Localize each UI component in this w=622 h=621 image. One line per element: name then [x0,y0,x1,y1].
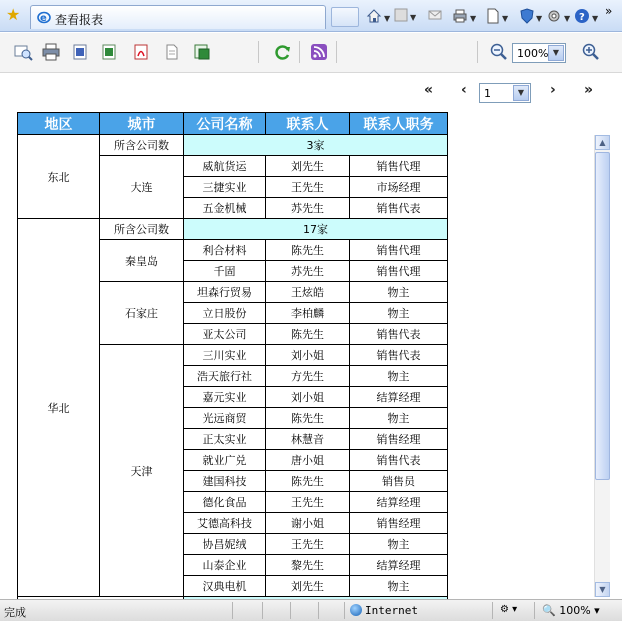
print-icon [452,8,468,24]
export-pdf-icon [131,42,151,62]
company-name-cell: 立日股份 [184,303,266,324]
toolbar-separator [258,41,259,63]
company-name-cell: 千固 [184,261,266,282]
status-divider [492,602,493,619]
company-name-cell: 浩天旅行社 [184,366,266,387]
contact-cell: 李柏麟 [266,303,350,324]
company-name-cell: 山泰企业 [184,555,266,576]
city-cell: 秦皇岛 [100,240,184,282]
company-name-cell: 建国科技 [184,471,266,492]
company-name-cell: 亚太公司 [184,324,266,345]
scroll-down-arrow-icon[interactable]: ▼ [595,582,610,597]
status-divider [534,602,535,619]
export-word-button[interactable] [70,42,90,62]
contact-cell: 陈先生 [266,324,350,345]
page-menu-icon [486,8,500,24]
contact-title-cell: 销售代表 [350,324,448,345]
export-xls-icon [192,42,212,62]
contact-cell: 刘先生 [266,576,350,597]
status-bar [0,599,622,621]
vertical-scrollbar[interactable] [594,135,610,597]
favorites-star-icon[interactable]: ★ [6,5,21,24]
print-report-button[interactable] [41,42,61,62]
mail-icon [428,8,442,22]
summary-label-cell: 所含公司数 [100,135,184,156]
contact-cell: 方先生 [266,366,350,387]
print-preview-button[interactable] [13,42,33,62]
export-text-icon [162,42,182,62]
refresh-icon [273,42,293,62]
tab-title: 查看报表 [55,13,104,27]
zoom-level-select[interactable] [512,43,566,63]
contact-cell: 陈先生 [266,240,350,261]
safety-icon [520,8,534,24]
export-pdf-button[interactable] [131,42,151,62]
contact-cell: 王先生 [266,492,350,513]
column-header: 联系人职务 [350,113,448,135]
contact-title-cell: 物主 [350,282,448,303]
contact-cell: 苏先生 [266,198,350,219]
summary-label-cell: 所含公司数 [100,219,184,240]
company-name-cell: 就业广兑 [184,450,266,471]
company-name-cell: 三捷实业 [184,177,266,198]
company-name-cell: 五金机械 [184,198,266,219]
contact-title-cell: 销售代表 [350,450,448,471]
tab-report[interactable] [30,5,326,29]
print-icon [41,42,61,62]
contact-cell: 林慧音 [266,429,350,450]
print-button[interactable]: ▼ [452,8,476,26]
tab-bar [0,0,622,32]
city-cell: 天津 [100,345,184,597]
ie-page-icon [37,10,51,24]
region-summary-row [18,219,448,240]
status-divider [290,602,291,619]
contact-cell: 刘小姐 [266,387,350,408]
report-body [18,135,448,618]
contact-cell: 王先生 [266,177,350,198]
export-word-icon [70,42,90,62]
contact-cell: 刘小姐 [266,345,350,366]
prev-page-button[interactable]: ‹ [461,82,467,98]
company-name-cell: 正太实业 [184,429,266,450]
contact-cell: 黎先生 [266,555,350,576]
zoom-level-value: 100% [517,47,549,60]
status-divider [344,602,345,619]
contact-title-cell: 销售代理 [350,156,448,177]
mail-button[interactable] [428,8,442,26]
first-page-button[interactable]: « [424,82,434,98]
contact-title-cell: 销售经理 [350,513,448,534]
city-cell: 大连 [100,156,184,219]
zoom-in-icon [581,42,601,62]
column-header: 城市 [100,113,184,135]
contact-cell: 陈先生 [266,471,350,492]
rss-icon [309,42,329,62]
contact-title-cell: 物主 [350,576,448,597]
home-button[interactable]: ▼ [366,8,390,26]
svg-text:e: e [40,13,47,24]
company-name-cell: 德化食品 [184,492,266,513]
contact-title-cell: 销售代表 [350,198,448,219]
contact-title-cell: 物主 [350,408,448,429]
rss-button[interactable] [309,42,329,62]
company-name-cell: 汉典电机 [184,576,266,597]
contact-title-cell: 物主 [350,303,448,324]
zoom-in-button[interactable] [581,42,601,62]
page-select-value: 1 [484,87,491,100]
export-excel-icon [99,42,119,62]
protected-mode-icon[interactable]: ⚙ ▾ [500,604,518,615]
contact-title-cell: 结算经理 [350,387,448,408]
company-name-cell: 光远商贸 [184,408,266,429]
security-zone-label: Internet [365,604,418,617]
scrollbar-thumb[interactable] [595,152,610,480]
column-header: 地区 [18,113,100,135]
status-zoom[interactable]: 🔍 100% ▾ [542,604,600,617]
next-page-button[interactable]: › [550,82,556,98]
company-name-cell: 坦森行贸易 [184,282,266,303]
feeds-icon [394,8,408,22]
export-text-button[interactable] [162,42,182,62]
region-summary-row [18,135,448,156]
internet-globe-icon [350,604,362,616]
home-icon [366,8,382,24]
zoom-out-button[interactable] [489,42,509,62]
contact-cell: 苏先生 [266,261,350,282]
status-zoom-value: 100% [559,604,591,617]
page-select[interactable] [479,83,531,103]
zoom-out-icon [489,42,509,62]
status-text: 完成 [4,606,26,619]
contact-cell: 陈先生 [266,408,350,429]
company-name-cell: 利合材料 [184,240,266,261]
scroll-up-arrow-icon[interactable]: ▲ [595,135,610,150]
contact-title-cell: 结算经理 [350,492,448,513]
svg-text:?: ? [579,12,585,23]
column-header: 公司名称 [184,113,266,135]
toolbar-separator [336,41,337,63]
contact-cell: 王先生 [266,534,350,555]
city-cell: 石家庄 [100,282,184,345]
region-cell: 华北 [18,219,100,597]
export-xls-button[interactable] [192,42,212,62]
chevron-down-icon: ▼ [548,45,564,61]
toolbar-separator [477,41,478,63]
contact-title-cell: 销售代理 [350,261,448,282]
company-count-cell: 3家 [184,135,448,156]
tools-icon [546,8,562,24]
last-page-button[interactable]: » [584,82,594,98]
contact-title-cell: 销售代理 [350,240,448,261]
column-header: 联系人 [266,113,350,135]
help-button[interactable]: ? ▼ [574,8,598,26]
command-overflow-chevron[interactable]: » [605,4,613,18]
contact-cell: 唐小姐 [266,450,350,471]
contact-cell: 刘先生 [266,156,350,177]
feeds-button[interactable]: ▼ [394,8,416,26]
contact-title-cell: 物主 [350,534,448,555]
toolbar-separator [299,41,300,63]
contact-cell: 王炫皓 [266,282,350,303]
company-name-cell: 威航货运 [184,156,266,177]
print-preview-icon [13,42,33,62]
company-name-cell: 艾德高科技 [184,513,266,534]
page-menu-button[interactable]: ▼ [486,8,508,26]
contact-title-cell: 销售员 [350,471,448,492]
contact-title-cell: 销售经理 [350,429,448,450]
company-count-cell: 17家 [184,219,448,240]
new-tab-button[interactable] [331,7,359,27]
company-name-cell: 三川实业 [184,345,266,366]
refresh-button[interactable] [273,42,293,62]
table-header-row [18,113,448,135]
contact-title-cell: 市场经理 [350,177,448,198]
tools-button[interactable]: ▼ [546,8,570,26]
contact-title-cell: 物主 [350,366,448,387]
contact-cell: 谢小姐 [266,513,350,534]
company-name-cell: 嘉元实业 [184,387,266,408]
status-divider [232,602,233,619]
help-icon [574,8,590,24]
region-cell: 东北 [18,135,100,219]
security-zone[interactable] [350,604,418,617]
contact-title-cell: 销售代表 [350,345,448,366]
status-divider [262,602,263,619]
safety-button[interactable]: ▼ [520,8,542,26]
company-name-cell: 协昌妮绒 [184,534,266,555]
report-toolbar [0,33,622,73]
report-table [17,112,448,618]
contact-title-cell: 结算经理 [350,555,448,576]
chevron-down-icon: ▼ [513,85,529,101]
export-excel-button[interactable] [99,42,119,62]
status-divider [318,602,319,619]
